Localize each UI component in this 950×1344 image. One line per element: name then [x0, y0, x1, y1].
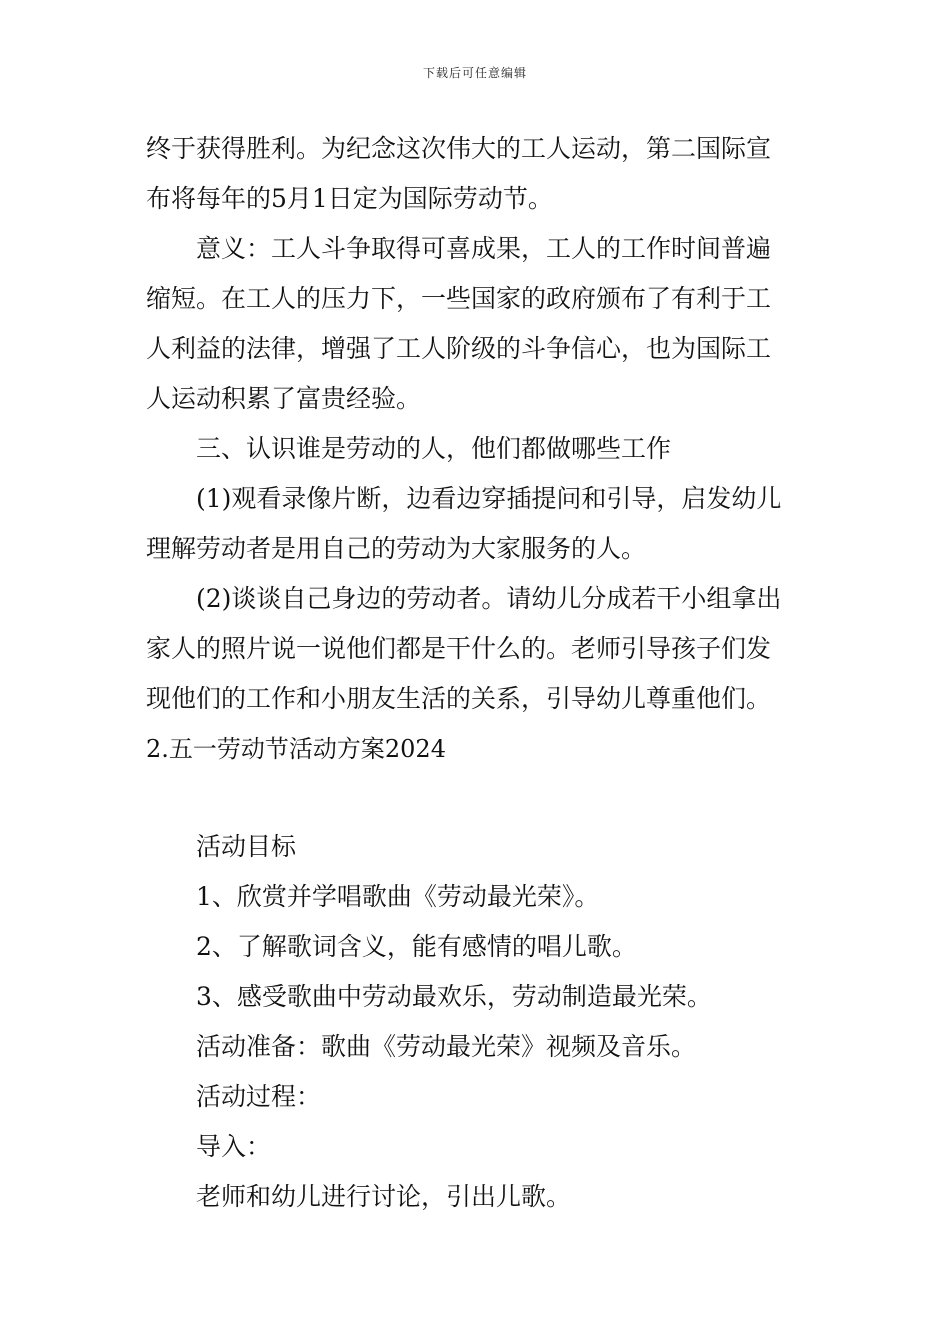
paragraph-line: (2)谈谈自己身边的劳动者。请幼儿分成若干小组拿出 [196, 584, 782, 613]
page-header: 下载后可任意编辑 [422, 66, 527, 80]
subsection-heading: 活动过程： [196, 1082, 322, 1111]
list-item: 1、欣赏并学唱歌曲《劳动最光荣》。 [196, 882, 600, 911]
paragraph-line: 老师和幼儿进行讨论，引出儿歌。 [196, 1182, 572, 1211]
paragraph-line: 布将每年的5月1日定为国际劳动节。 [146, 184, 553, 213]
paragraph-line: 人利益的法律，增强了工人阶级的斗争信心，也为国际工 [146, 334, 772, 363]
paragraph-line: 缩短。在工人的压力下，一些国家的政府颁布了有利于工 [146, 284, 772, 313]
subsection-heading: 活动目标 [196, 832, 297, 861]
paragraph-line: (1)观看录像片断，边看边穿插提问和引导，启发幼儿 [196, 484, 782, 513]
paragraph-line: 家人的照片说一说他们都是干什么的。老师引导孩子们发 [146, 634, 772, 663]
paragraph-line: 意义：工人斗争取得可喜成果，工人的工作时间普遍 [196, 234, 772, 263]
section-title: 2.五一劳动节活动方案2024 [146, 735, 446, 763]
paragraph-line: 人运动积累了富贵经验。 [146, 384, 422, 413]
paragraph-line: 活动准备：歌曲《劳动最光荣》视频及音乐。 [196, 1032, 697, 1061]
list-item: 2、了解歌词含义，能有感情的唱儿歌。 [196, 932, 637, 961]
list-item: 3、感受歌曲中劳动最欢乐，劳动制造最光荣。 [196, 982, 712, 1011]
paragraph-line: 理解劳动者是用自己的劳动为大家服务的人。 [146, 534, 647, 563]
paragraph-line: 终于获得胜利。为纪念这次伟大的工人运动，第二国际宣 [146, 134, 772, 163]
subsection-heading: 导入： [196, 1132, 272, 1161]
section-heading: 三、认识谁是劳动的人，他们都做哪些工作 [196, 434, 672, 463]
paragraph-line: 现他们的工作和小朋友生活的关系，引导幼儿尊重他们。 [146, 684, 772, 713]
